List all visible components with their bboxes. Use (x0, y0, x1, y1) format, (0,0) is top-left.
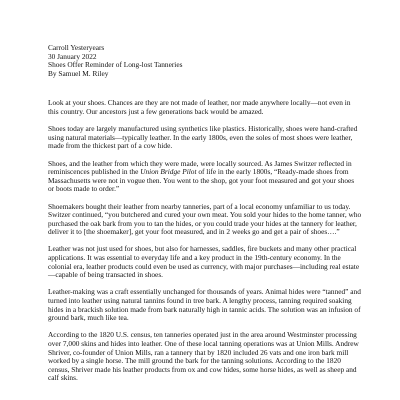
publication-name: Carroll Yesteryears (48, 43, 105, 52)
article-headline: Shoes Offer Reminder of Long-lost Tanneries (48, 60, 183, 70)
paragraph-3-text-before: Shoes, and the leather from which they were made, were locally sourced. As James Switzer reflected in reminiscences published in the (48, 158, 352, 177)
paragraph-3 (48, 160, 362, 194)
paragraph-6: Leather-making was a craft essentially unchanged for thousands of years. Animal hides were “tanned” and turned into leather using natural tannins found in tree bark. A lengthy process, tanning required soaking hides in a brackish solution made from bark naturally high in tannic acids. The solution was an infusion of ground bark, much like tea. (48, 287, 361, 323)
paragraph-7: According to the 1820 U.S. census, ten tanneries operated just in the area around Westminster processing over 7,000 skins and hides into leather. One of these local tanning operations was at Union Mills. Andrew Shriver, co-founder of Union Mills, ran a tannery that by 1820 included 26 vats and one iron bark mill worked by a single horse. The mill ground the bark for the tanning solutions. According to the 1820 census, Shriver made his leather products from ox and cow hides, some horse hides, as well as sheep and calf skins. (48, 330, 359, 383)
article-byline: By Samuel M. Riley (48, 68, 109, 78)
paragraph-4: Shoemakers bought their leather from nearby tanneries, part of a local economy unfamiliar to us today. Switzer continued, “you butchered and cured your own meat. You sold your hides to the home tanner, who purchased the oak bark from you to tan the hides, or you could trade your hides at the tannery for leather, deliver it to [the shoemaker], get your foot measured, and in 2 weeks go and get a pair of shoes….” (48, 201, 362, 237)
paragraph-3-text-after: of life in the early 1800s, “Ready-made shoes from Massachusetts were not in vogue then. You went to the shop, got your foot measured and got your shoes or boots made to order.” (48, 167, 355, 194)
newspaper-title: Union Bridge Pilot (140, 167, 197, 177)
paragraph-5: Leather was not just used for shoes, but also for harnesses, saddles, fire buckets and many other practical applications. It was essential to everyday life and a key product in the 19th-century economy. In the colonial era, leather products could even be used as currency, with major purchases—including real estate—capable of being transacted in shoes. (48, 244, 360, 280)
paragraph-1: Look at your shoes. Chances are they are not made of leather, nor made anywhere locally—not even in this country. Our ancestors just a few generations back would be amazed. (48, 98, 351, 116)
article-date: 30 January 2022 (48, 51, 97, 61)
paragraph-2: Shoes today are largely manufactured using synthetics like plastics. Historically, shoes were hand-crafted using natural materials—typically leather. In the early 1800s, even the soles of most shoes were leather, made from the thickest part of a cow hide. (48, 124, 358, 151)
article-header (48, 44, 362, 78)
